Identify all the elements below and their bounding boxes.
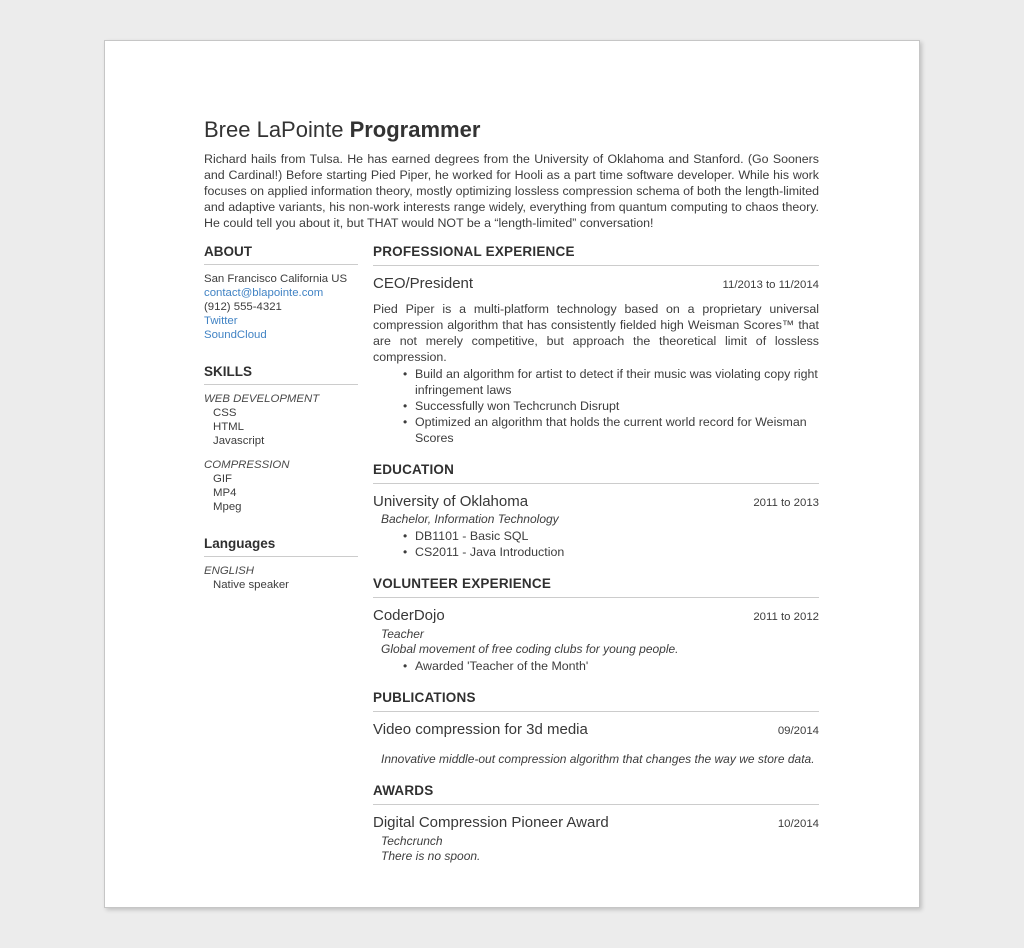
volunteer-bullet: • Awarded 'Teacher of the Month': [415, 658, 819, 674]
skill-item: MP4: [213, 487, 237, 499]
skill-item: Javascript: [213, 435, 265, 447]
publications-section: [373, 690, 819, 767]
education-entry: [373, 493, 819, 560]
volunteer-organization: CoderDojo: [373, 607, 445, 624]
volunteer-heading: VOLUNTEER EXPERIENCE: [373, 576, 819, 598]
publication-entry: [373, 721, 819, 767]
skill-item: Mpeg: [213, 501, 242, 513]
experience-bullet: • Build an algorithm for artist to detect if their music was violating copy right infringement laws: [415, 366, 819, 398]
experience-bullet: • Successfully won Techcrunch Disrupt: [415, 398, 819, 414]
volunteer-bullet-list: [373, 658, 819, 674]
twitter-link[interactable]: Twitter: [204, 315, 238, 327]
education-bullet: • DB1101 - Basic SQL: [415, 528, 819, 544]
publication-description: Innovative middle-out compression algorithm that changes the way we store data.: [381, 752, 815, 766]
person-job-title: Programmer: [349, 117, 481, 142]
resume-content: [105, 41, 919, 880]
summary-paragraph: Richard hails from Tulsa. He has earned degrees from the University of Oklahoma and Stanford. (Go Sooners and Cardinal!) Before starting Pied Piper, he worked for Hooli as a part time software developer. While his work focuses on applied information theory, mostly optimizing lossless compression schema of both the length-limited and adaptive variants, his non-work interests range widely, everything from quantum computing to chaos theory. He could tell you about it, but THAT would NOT be a “length-limited” conversation!: [204, 152, 819, 230]
volunteer-entry: [373, 607, 819, 674]
volunteer-section: [373, 576, 819, 674]
education-school: University of Oklahoma: [373, 493, 529, 510]
language-level: Native speaker: [213, 579, 289, 591]
skill-group: [204, 392, 358, 448]
experience-bullet-list: [373, 366, 819, 446]
languages-heading: Languages: [204, 536, 358, 557]
volunteer-date: 2011 to 2012: [753, 611, 819, 623]
award-issuer: Techcrunch: [381, 834, 443, 848]
experience-section: [373, 244, 819, 446]
language-group: [204, 564, 358, 592]
education-date: 2011 to 2013: [753, 497, 819, 509]
education-heading: EDUCATION: [373, 462, 819, 484]
awards-section: [373, 783, 819, 864]
about-heading: ABOUT: [204, 244, 358, 265]
volunteer-role: Teacher: [381, 627, 424, 641]
award-date: 10/2014: [777, 818, 819, 830]
experience-date: 11/2013 to 11/2014: [722, 279, 819, 291]
education-section: [373, 462, 819, 560]
volunteer-description: Global movement of free coding clubs for young people.: [381, 642, 679, 656]
about-list: [204, 272, 358, 342]
skill-item: GIF: [213, 473, 232, 485]
resume-name-heading: [204, 117, 819, 143]
skill-item: CSS: [213, 407, 237, 419]
language-name: ENGLISH: [204, 565, 255, 577]
about-section: [204, 244, 358, 342]
experience-description: Pied Piper is a multi-platform technology based on a proprietary universal compression algorithm that has consistently fielded high Weisman Scores™ that are not merely competitive, but approach the theoretical limit of lossless compression.: [373, 302, 819, 364]
skill-item: HTML: [213, 421, 245, 433]
phone-text: (912) 555-4321: [204, 301, 282, 313]
education-bullet: • CS2011 - Java Introduction: [415, 544, 819, 560]
education-degree: Bachelor, Information Technology: [381, 512, 559, 526]
skill-group: [204, 458, 358, 514]
award-entry: [373, 814, 819, 864]
skill-category: COMPRESSION: [204, 459, 290, 471]
publication-title: Video compression for 3d media: [373, 721, 588, 738]
skills-section: [204, 364, 358, 514]
skill-category: WEB DEVELOPMENT: [204, 393, 320, 405]
sidebar: [204, 244, 358, 614]
person-name: Bree LaPointe: [204, 117, 344, 142]
soundcloud-link[interactable]: SoundCloud: [204, 329, 267, 341]
experience-entry: [373, 275, 819, 446]
resume-page: [104, 40, 920, 908]
experience-title: CEO/President: [373, 275, 474, 292]
experience-bullet: • Optimized an algorithm that holds the current world record for Weisman Scores: [415, 414, 819, 446]
languages-section: [204, 536, 358, 592]
award-description: There is no spoon.: [381, 849, 481, 863]
publications-heading: PUBLICATIONS: [373, 690, 819, 712]
awards-heading: AWARDS: [373, 783, 819, 805]
award-title: Digital Compression Pioneer Award: [373, 814, 609, 831]
two-column-layout: [204, 244, 819, 880]
email-link[interactable]: contact@blapointe.com: [204, 287, 324, 299]
publication-date: 09/2014: [777, 725, 819, 737]
education-bullet-list: [373, 528, 819, 560]
main-column: [373, 244, 819, 880]
location-text: San Francisco California US: [204, 273, 348, 285]
experience-heading: PROFESSIONAL EXPERIENCE: [373, 244, 819, 266]
skills-heading: SKILLS: [204, 364, 358, 385]
